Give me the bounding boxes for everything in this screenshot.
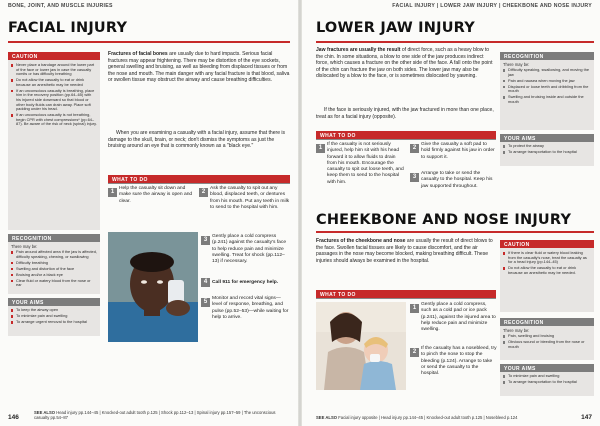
see-also-links: Facial injury opposite | Head injury pp.144–45 | Knocked-out adult tooth p.125 | Nosebleed p.124 bbox=[338, 415, 518, 420]
step-text: Gently place a cold compress, such as a cold pad or ice pack (p.241), against the injured area to help reduce pain and minimize swelling. bbox=[421, 302, 496, 333]
what-to-do-heading: WHAT TO DO bbox=[316, 131, 496, 139]
step-text: Help the casualty sit down and make sure the airway is open and clear. bbox=[119, 186, 193, 204]
caution-list bbox=[11, 63, 97, 127]
recognition-list bbox=[503, 334, 591, 349]
running-header: FACIAL INJURY | LOWER JAW INJURY | CHEEKBONE AND NOSE INJURY bbox=[392, 3, 592, 9]
running-header: BONE, JOINT, AND MUSCLE INJURIES bbox=[8, 3, 113, 9]
list-item: Bruising and/or a black eye bbox=[11, 273, 97, 278]
right-page bbox=[302, 0, 600, 426]
caution-box bbox=[8, 60, 100, 230]
what-to-do-heading: WHAT TO DO bbox=[316, 290, 496, 298]
list-item: To minimize pain and swelling bbox=[11, 314, 97, 319]
step-number-badge: 2 bbox=[410, 348, 419, 357]
step-text: Call 911 for emergency help. bbox=[212, 280, 279, 285]
cheekbone-intro bbox=[316, 238, 496, 264]
intro-text: of direct force, such as a heavy blow to the chin. In some situations, a blow to one side of the jaw produces indirect force, which causes a fracture on the other side of the face. A fall onto the point of the chin can fracture the jaw on both sides. The lower jaw may also be dislocated by a blow to the face, or is sometimes dislocated by yawning. bbox=[316, 47, 493, 80]
page-number: 147 bbox=[581, 414, 592, 421]
page-title: FACIAL INJURY bbox=[8, 20, 128, 36]
caution-heading: CAUTION bbox=[8, 52, 100, 60]
step-number-badge: 2 bbox=[410, 144, 419, 153]
recognition-box bbox=[8, 242, 100, 294]
child-photo-illustration bbox=[316, 302, 406, 390]
page-number: 146 bbox=[8, 414, 19, 421]
recognition-box bbox=[500, 60, 594, 130]
aims-list bbox=[503, 374, 591, 385]
divider bbox=[316, 298, 496, 299]
list-item: Pain around affected area if the jaw is affected, difficulty speaking, chewing, or swallowing bbox=[11, 250, 97, 259]
list-item: Displaced or loose teeth and dribbling from the mouth bbox=[503, 85, 591, 94]
list-item: If there is clear fluid or watery blood leaking from the casualty's nose, treat the casualty as for a head injury (pp.144–45) bbox=[503, 251, 591, 265]
list-item: Pain, swelling and bruising bbox=[503, 334, 591, 339]
photo-nose-injury bbox=[316, 302, 406, 390]
list-item: Difficulty breathing bbox=[11, 261, 97, 266]
what-to-do-heading: WHAT TO DO bbox=[108, 175, 290, 183]
intro-paragraph-2: If the face is seriously injured, with the jaw fractured in more than one place, treat as for a facial injury (opposite). bbox=[316, 107, 494, 120]
see-also-footer bbox=[34, 410, 284, 420]
list-item: Do not allow the casualty to eat or drink because an anesthetic may be needed. bbox=[503, 266, 591, 275]
divider bbox=[108, 183, 290, 184]
recognition-intro: There may be: bbox=[503, 62, 530, 67]
list-item: Clear fluid or watery blood from the nose or ear bbox=[11, 279, 97, 288]
aims-heading: YOUR AIMS bbox=[8, 298, 100, 306]
title-rule bbox=[8, 41, 290, 43]
step-number-badge: 1 bbox=[316, 144, 325, 153]
step-number-badge: 1 bbox=[108, 188, 117, 197]
title-rule bbox=[316, 231, 594, 233]
step-number-badge: 1 bbox=[410, 304, 419, 313]
see-also-footer bbox=[316, 415, 566, 420]
step-text: Ask the casualty to spit out any blood, displaced teeth, or dentures from his mouth. Put any teeth in milk to send to the hospital with him. bbox=[210, 186, 290, 210]
caution-box bbox=[500, 248, 594, 312]
see-also-links: Head injury pp.144–45 | Knocked-out adult tooth p.125 | Shock pp.112–13 | Spinal injury pp.157–59 | The unconscious casualty pp.54–87 bbox=[34, 410, 276, 420]
intro-paragraph-2: When you are examining a casualty with a facial injury, assume that there is damage to the skull, brain, or neck; don't dismiss the symptoms as just the bruising around an eye that is commonly known as a "black eye." bbox=[108, 130, 286, 150]
list-item: Swelling and bruising inside and outside the mouth bbox=[503, 95, 591, 104]
recognition-list bbox=[11, 250, 97, 288]
recognition-heading: RECOGNITION bbox=[500, 52, 594, 60]
list-item: Difficulty speaking, swallowing, and moving the jaw bbox=[503, 68, 591, 77]
caution-heading: CAUTION bbox=[500, 240, 594, 248]
list-item: Pain and nausea when moving the jaw bbox=[503, 79, 591, 84]
intro-lead: Fractures of the cheekbone and nose bbox=[316, 238, 406, 244]
caution-list bbox=[503, 251, 591, 275]
list-item: To protect the airway bbox=[503, 144, 591, 149]
aims-heading: YOUR AIMS bbox=[500, 134, 594, 142]
recognition-box bbox=[500, 326, 594, 360]
intro-paragraph bbox=[108, 51, 290, 84]
casualty-photo-illustration bbox=[108, 232, 198, 342]
intro-lead: Fractures of facial bones bbox=[108, 51, 168, 57]
section-title: CHEEKBONE AND NOSE INJURY bbox=[316, 212, 572, 228]
intro-paragraph bbox=[316, 47, 496, 80]
aims-box bbox=[500, 142, 594, 166]
intro-text: are usually the result of direct blows to the face. Swollen facial tissues are likely to cause discomfort, and the air passages in the nose may become blocked, making breathing difficult. These injuries should always be examined in the hospital. bbox=[316, 238, 493, 264]
recognition-intro: There may be: bbox=[503, 328, 530, 333]
list-item: Do not allow the casualty to eat or drink because an anesthetic may be needed bbox=[11, 78, 97, 87]
step-text: Gently place a cold compress (p.241) against the casualty's face to help reduce pain and minimize swelling. Treat for shock (pp.112–13) if necessary. bbox=[212, 234, 287, 265]
recognition-list bbox=[503, 68, 591, 104]
step-number-badge: 2 bbox=[199, 188, 208, 197]
recognition-heading: RECOGNITION bbox=[8, 234, 100, 242]
list-item: To keep the airway open bbox=[11, 308, 97, 313]
list-item: To minimize pain and swelling bbox=[503, 374, 591, 379]
see-also-label: SEE ALSO bbox=[34, 410, 56, 415]
aims-box bbox=[8, 306, 100, 336]
step-text: Arrange to take or send the casualty to the hospital. Keep his jaw supported throughout. bbox=[421, 171, 493, 189]
aims-list bbox=[503, 144, 591, 155]
step-text: Monitor and record vital signs—level of response, breathing, and pulse (pp.52–53)—while waiting for help to arrive. bbox=[212, 296, 289, 320]
page-title: LOWER JAW INJURY bbox=[316, 20, 475, 36]
step-number-badge: 3 bbox=[410, 173, 419, 182]
left-page bbox=[0, 0, 298, 426]
step-text: If the casualty is not seriously injured, help him sit with his head forward it to allow fluids to drain from his mouth. Encourage the casualty to spit out loose teeth, and keep them to send to the hospital with him. bbox=[327, 142, 404, 185]
list-item: Obvious wound or bleeding from the nose or mouth bbox=[503, 340, 591, 349]
list-item: Never place a bandage around the lower part of the face or lower jaw in case the casualty vomits or has difficulty breathing bbox=[11, 63, 97, 77]
step-number-badge: 3 bbox=[201, 236, 210, 245]
step-number-badge: 5 bbox=[201, 298, 210, 307]
recognition-intro: There may be: bbox=[11, 244, 38, 249]
list-item: To arrange transportation to the hospital bbox=[503, 150, 591, 155]
list-item: To arrange transportation to the hospital bbox=[503, 380, 591, 385]
aims-heading: YOUR AIMS bbox=[500, 364, 594, 372]
step-number-badge: 4 bbox=[201, 278, 210, 287]
list-item: If an unconscious casualty is breathing, place him in the recovery position (pp.64–65) with his injured side downward so that blood or other body fluids can drain away. Place soft padding under his head. bbox=[11, 89, 97, 112]
divider bbox=[316, 139, 496, 140]
aims-box bbox=[500, 372, 594, 396]
step-text: If the casualty has a nosebleed, try to pinch the nose to stop the bleeding (p.124). Arrange to take or send the casualty to the hospital. bbox=[421, 346, 497, 377]
step-text: Give the casualty a soft pad to hold firmly against his jaw in order to support it. bbox=[421, 142, 495, 160]
see-also-label: SEE ALSO bbox=[316, 415, 338, 420]
aims-list bbox=[11, 308, 97, 325]
title-rule bbox=[316, 41, 594, 43]
intro-lead: Jaw fractures are usually the result bbox=[316, 47, 401, 53]
list-item: If an unconscious casualty is not breathing, begin CPR with chest compressions* (pp.64–87). Be aware of the risk of neck (spinal) injury. bbox=[11, 113, 97, 127]
intro-text: are usually due to hard impacts. Serious facial fractures may appear frightening. There may be distortion of the eye sockets, general swelling and bruising, as well as bleeding from displaced tissues or from the nose and mouth. The main danger with any facial fracture is that blood, saliva or swollen tissue may obstruct the airway and cause breathing difficulties. bbox=[108, 51, 290, 84]
photo-facial-injury bbox=[108, 232, 198, 342]
list-item: Swelling and distortion of the face bbox=[11, 267, 97, 272]
list-item: To arrange urgent removal to the hospital bbox=[11, 320, 97, 325]
recognition-heading: RECOGNITION bbox=[500, 318, 594, 326]
